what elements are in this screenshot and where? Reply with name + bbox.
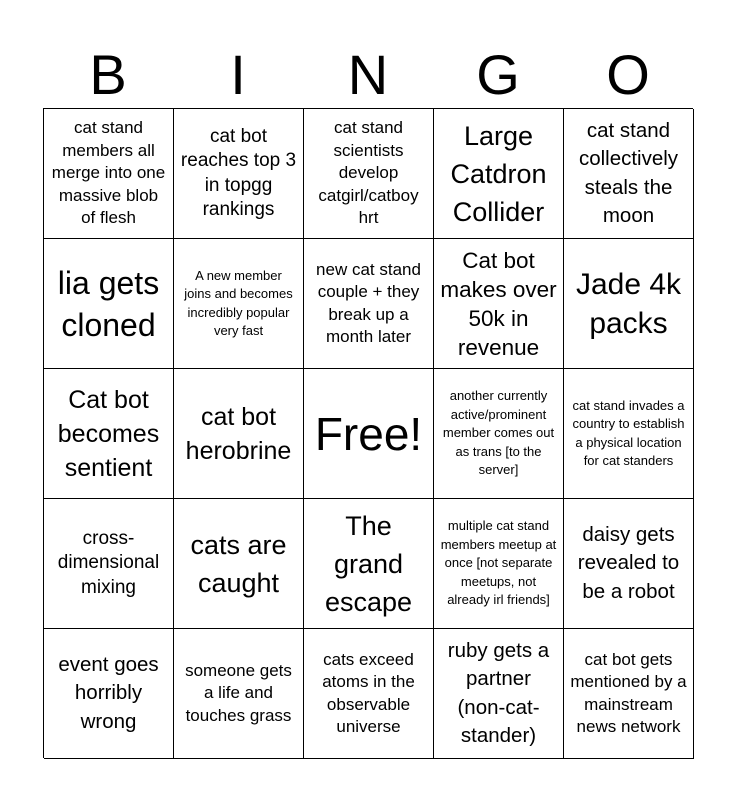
bingo-cell-text: multiple cat stand members meetup at once [not separate meetups, not already irl friends] <box>440 518 557 608</box>
bingo-cell-r4c5 <box>564 499 694 629</box>
bingo-cell-r5c3 <box>304 629 434 759</box>
bingo-cell-r3c5 <box>564 369 694 499</box>
bingo-cell-text: cat stand members all merge into one massive blob of flesh <box>51 118 166 228</box>
bingo-cell-r2c3 <box>304 239 434 369</box>
bingo-header <box>43 42 693 108</box>
bingo-cell-r2c4 <box>434 239 564 369</box>
bingo-cell-text: cat stand collectively steals the moon <box>578 118 679 227</box>
bingo-cell-text: The grand escape <box>324 510 413 617</box>
bingo-cell-r4c4 <box>434 499 564 629</box>
header-letter-i: I <box>230 43 246 106</box>
bingo-cell-r4c1 <box>44 499 174 629</box>
bingo-cell-r1c5 <box>564 109 694 239</box>
bingo-board <box>43 108 693 758</box>
bingo-cell-r2c5 <box>564 239 694 369</box>
bingo-cell-r5c4 <box>434 629 564 759</box>
bingo-cell-r1c1 <box>44 109 174 239</box>
bingo-cell-text: event goes horribly wrong <box>58 652 159 733</box>
bingo-cell-text: cat stand scientists develop catgirl/catboy hrt <box>318 118 419 228</box>
bingo-cell-text: daisy gets revealed to be a robot <box>577 522 680 603</box>
bingo-cell-r5c2 <box>174 629 304 759</box>
bingo-cell-text: cross-dimensional mixing <box>57 527 160 598</box>
bingo-cell-r5c1 <box>44 629 174 759</box>
bingo-cell-text: cat bot gets mentioned by a mainstream news network <box>570 649 687 736</box>
bingo-cell-r3c2 <box>174 369 304 499</box>
bingo-cell-r5c5 <box>564 629 694 759</box>
bingo-cell-text: cat bot herobrine <box>185 402 292 465</box>
bingo-cell-text: cat stand invades a country to establish a physical location for cat standers <box>572 397 685 468</box>
header-letter-n: N <box>347 43 389 106</box>
bingo-cell-text: Cat bot becomes sentient <box>57 385 160 482</box>
header-letter-o: O <box>606 43 650 106</box>
bingo-cell-text: someone gets a life and touches grass <box>185 660 292 725</box>
bingo-cell-r2c1 <box>44 239 174 369</box>
bingo-cell-text: cats are caught <box>190 529 287 598</box>
bingo-cell-text: A new member joins and becomes incredibly popular very fast <box>184 267 293 338</box>
bingo-cell-r1c4 <box>434 109 564 239</box>
bingo-cell-text: cats exceed atoms in the observable universe <box>322 649 415 736</box>
bingo-cell-r1c3 <box>304 109 434 239</box>
bingo-cell-r3c1 <box>44 369 174 499</box>
bingo-cell-text: Cat bot makes over 50k in revenue <box>440 247 557 360</box>
bingo-cell-text: Jade 4k packs <box>575 267 682 340</box>
free-space-text: Free! <box>314 407 423 460</box>
bingo-cell-free <box>304 369 434 499</box>
bingo-cell-r1c2 <box>174 109 304 239</box>
header-letter-b: B <box>89 43 127 106</box>
bingo-cell-r4c3 <box>304 499 434 629</box>
bingo-cell-text: new cat stand couple + they break up a month later <box>316 259 421 346</box>
header-letter-g: G <box>476 43 520 106</box>
bingo-cell-text: another currently active/prominent member comes out as trans [to the server] <box>442 388 555 478</box>
bingo-cell-r2c2 <box>174 239 304 369</box>
bingo-cell-text: ruby gets a partner (non-cat-stander) <box>447 638 550 747</box>
bingo-cell-text: Large Catdron Collider <box>450 120 547 227</box>
bingo-cell-text: lia gets cloned <box>57 264 160 343</box>
bingo-cell-text: cat bot reaches top 3 in topgg rankings <box>180 125 297 220</box>
bingo-cell-r3c4 <box>434 369 564 499</box>
bingo-cell-r4c2 <box>174 499 304 629</box>
